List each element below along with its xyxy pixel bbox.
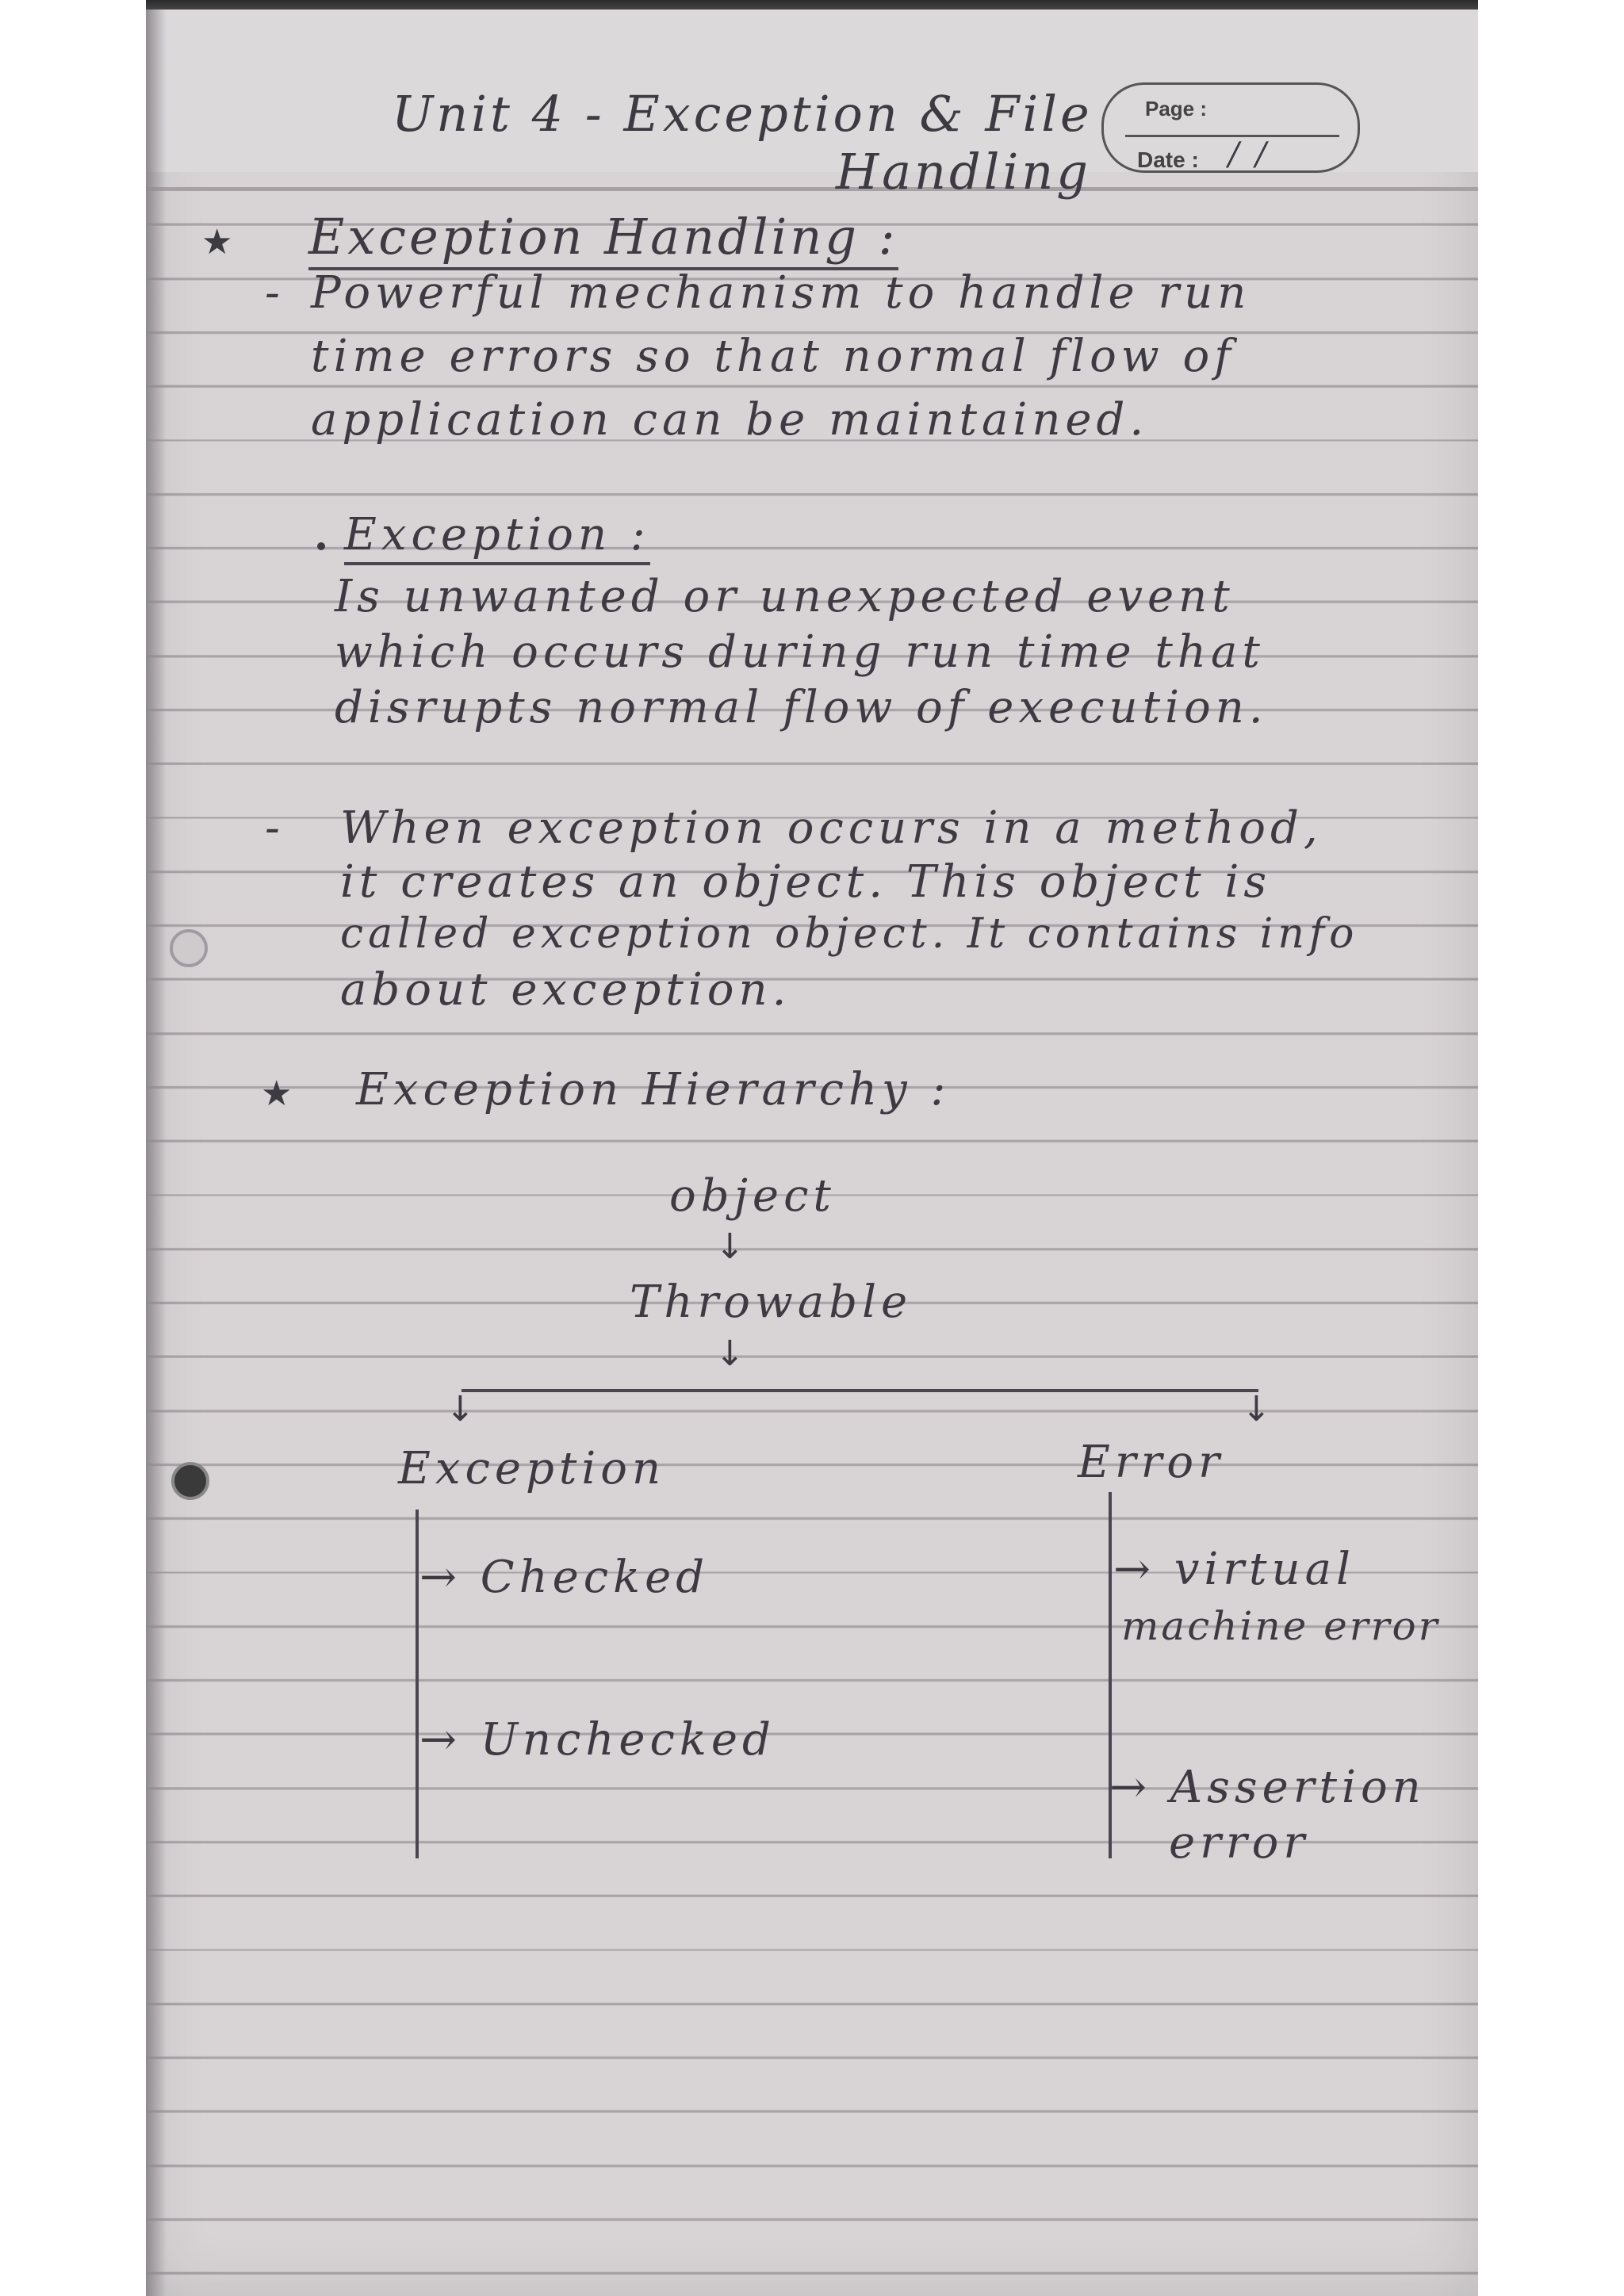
exception-stem-line xyxy=(416,1510,419,1858)
section3-line: about exception. xyxy=(340,964,791,1016)
binder-hole-icon xyxy=(171,1462,209,1500)
dot-bullet-icon xyxy=(317,542,325,550)
header-rule xyxy=(146,187,1478,191)
page-title-line1: Unit 4 - Exception & File xyxy=(392,85,1093,143)
error-child-assertion-line1: → Assertion xyxy=(1109,1762,1426,1813)
down-arrow-icon: ↓ xyxy=(715,1226,745,1267)
date-value: / / xyxy=(1228,136,1270,173)
date-label: Date : xyxy=(1137,147,1199,172)
section2-line: Is unwanted or unexpected event xyxy=(335,571,1235,622)
dash-bullet: - xyxy=(265,267,285,319)
down-arrow-icon: ↓ xyxy=(715,1334,745,1374)
hierarchy-node-throwable: Throwable xyxy=(630,1276,913,1328)
section-heading-exception-handling: Exception Handling : xyxy=(308,208,898,270)
error-child-assertion-line2: error xyxy=(1169,1817,1310,1869)
binder-hole-icon xyxy=(170,929,208,967)
section-heading-exception-hierarchy: Exception Hierarchy : xyxy=(356,1064,951,1115)
page-title-line2: Handling xyxy=(836,143,1091,201)
section1-line: application can be maintained. xyxy=(311,394,1149,446)
section3-line: it creates an object. This object is xyxy=(340,856,1272,908)
section2-line: which occurs during run time that xyxy=(335,626,1265,678)
notebook-page xyxy=(146,10,1478,2296)
section3-line: called exception object. It contains info xyxy=(340,910,1359,958)
section1-line: time errors so that normal flow of xyxy=(311,331,1235,382)
dash-bullet: - xyxy=(265,802,285,854)
page-binding-edge xyxy=(146,10,167,2296)
section1-line: Powerful mechanism to handle run xyxy=(311,267,1251,319)
star-bullet-icon: ★ xyxy=(261,1073,293,1114)
hierarchy-node-object: object xyxy=(669,1170,836,1222)
error-child-vm-line2: machine error xyxy=(1121,1603,1440,1649)
down-arrow-icon: ↓ xyxy=(1242,1389,1271,1429)
subheading-exception: Exception : xyxy=(344,509,650,565)
star-bullet-icon: ★ xyxy=(201,222,233,262)
page-number-label: Page : xyxy=(1145,97,1208,121)
section3-line: When exception occurs in a method, xyxy=(340,802,1323,854)
section2-line: disrupts normal flow of execution. xyxy=(335,682,1268,733)
exception-child-unchecked: → Unchecked xyxy=(419,1714,776,1766)
exception-child-checked: → Checked xyxy=(419,1552,710,1603)
error-child-vm-line1: → virtual xyxy=(1113,1544,1355,1595)
hierarchy-node-error: Error xyxy=(1078,1437,1224,1488)
hierarchy-branch-line xyxy=(462,1389,1258,1392)
hierarchy-node-exception: Exception xyxy=(398,1443,666,1494)
down-arrow-icon: ↓ xyxy=(446,1389,475,1429)
